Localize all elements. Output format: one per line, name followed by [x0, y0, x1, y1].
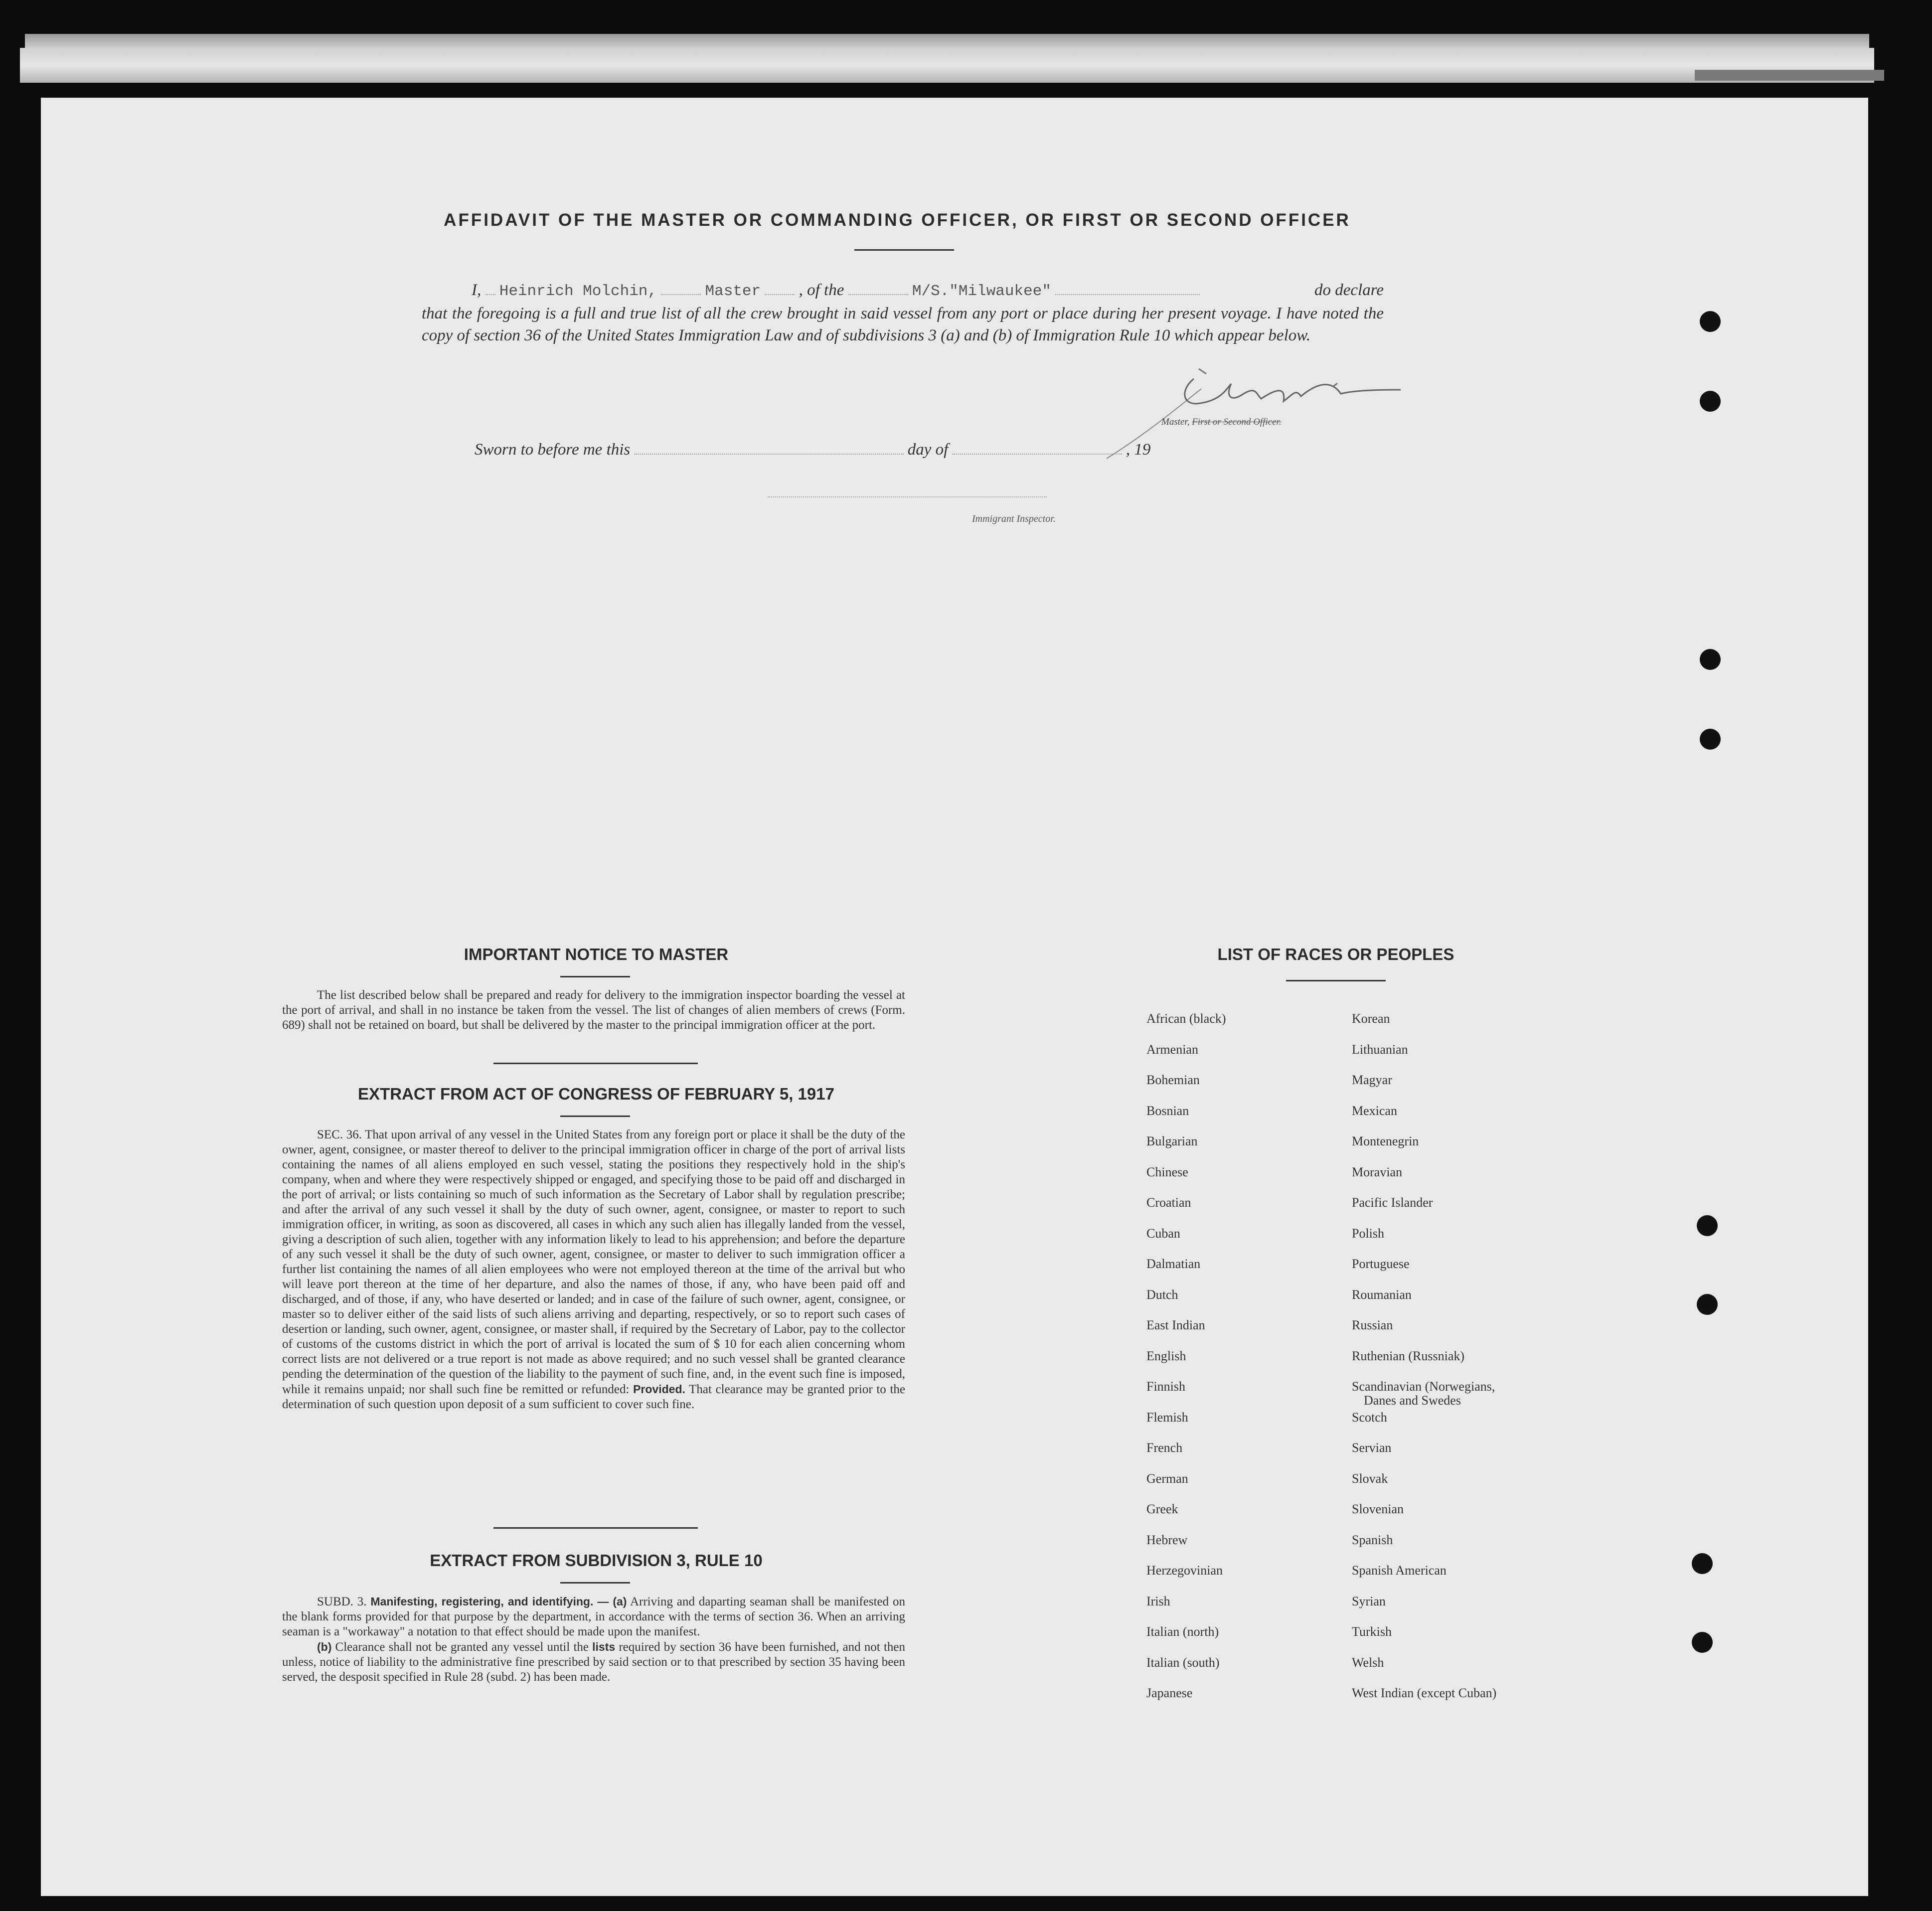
race-item: German — [1146, 1471, 1188, 1486]
act-bold-provided: Provided. — [633, 1383, 685, 1396]
race-item: Japanese — [1146, 1686, 1193, 1700]
punch-hole — [1697, 1215, 1718, 1236]
race-item: Polish — [1352, 1226, 1385, 1241]
race-item: Chinese — [1146, 1164, 1188, 1179]
i-label: I, — [472, 281, 482, 299]
race-item: Herzegovinian — [1146, 1563, 1223, 1578]
race-item: Irish — [1146, 1593, 1170, 1608]
race-item: Cuban — [1146, 1226, 1180, 1241]
rule-para-b — [282, 1639, 905, 1685]
race-item: Syrian — [1352, 1593, 1386, 1608]
rule-a-bold: Manifesting, registering, and identifying. — (a) — [370, 1595, 627, 1608]
act-title: EXTRACT FROM ACT OF CONGRESS OF FEBRUARY 5, 1917 — [358, 1085, 834, 1103]
race-item: Bohemian — [1146, 1073, 1200, 1087]
notice-text — [282, 988, 905, 1033]
rank-field: Master — [705, 283, 761, 300]
month-blank — [953, 443, 1122, 455]
act-text-end: That clearance may be granted prior to the determination of such question upon deposit of a sum sufficient to cover such fine. — [282, 1383, 905, 1411]
divider — [560, 976, 630, 977]
inspector-signature-line — [768, 496, 1047, 497]
race-item: Slovak — [1352, 1471, 1388, 1486]
race-item: Bosnian — [1146, 1103, 1189, 1118]
race-item: Danes and Swedes — [1364, 1393, 1461, 1408]
rule-para-a — [282, 1594, 905, 1639]
punch-hole — [1692, 1632, 1713, 1653]
sworn-line — [475, 441, 1150, 459]
rule-b-bold-lists: lists — [592, 1640, 616, 1653]
race-item: French — [1146, 1440, 1183, 1455]
race-item: Bulgarian — [1146, 1134, 1198, 1148]
race-item: Ruthenian (Russniak) — [1352, 1348, 1465, 1363]
rule-a-lead: SUBD. 3. — [317, 1595, 367, 1608]
race-item: Korean — [1352, 1011, 1390, 1026]
affidavit-title: AFFIDAVIT OF THE MASTER OR COMMANDING OFFICER, OR FIRST OR SECOND OFFICER — [444, 210, 1351, 230]
notice-paragraph: The list described below shall be prepared and ready for delivery to the immigration inspector boarding the vessel at the port of arrival, and shall in no instance be taken from the vessel. The list of changes of alien members of crews (Form. 689) shall not be retained on board, but shall be delivered by the master to the principal immigration officer at the port. — [282, 988, 905, 1032]
blank — [765, 283, 795, 295]
punch-hole — [1700, 729, 1721, 750]
affidavit-first-line — [422, 279, 1384, 303]
races-title: LIST OF RACES OR PEOPLES — [1217, 945, 1454, 963]
race-item: Scandinavian (Norwegians, — [1352, 1379, 1495, 1394]
master-caption: Master, — [1161, 417, 1190, 427]
sworn-label: Sworn to before me this — [475, 441, 631, 459]
race-item: Dutch — [1146, 1287, 1178, 1302]
race-item: West Indian (except Cuban) — [1352, 1686, 1497, 1700]
affidavit-text: that the foregoing is a full and true list of all the crew brought in said vessel from any port or place during her present voyage. I have noted the copy of section 36 of the United States Immigration Law and of subdivisions 3 (a) and (b) of Immigration Rule 10 which appear below. — [422, 305, 1384, 344]
notice-title: IMPORTANT NOTICE TO MASTER — [464, 945, 729, 963]
rule-a-text: Arriving and daparting seaman shall be manifested on the blank forms provided for that purpose by the department, in accordance with the terms of section 36. When an arriving seaman is a "workaway" a notation to that effect should be made upon the manifest. — [282, 1595, 905, 1638]
race-item: Armenian — [1146, 1042, 1198, 1057]
inspector-label: Immigrant Inspector. — [972, 513, 1056, 524]
race-item: Portuguese — [1352, 1257, 1410, 1271]
race-item: Pacific Islander — [1352, 1195, 1433, 1210]
divider — [493, 1063, 698, 1064]
race-item: Spanish — [1352, 1532, 1393, 1547]
race-item: Italian (south) — [1146, 1655, 1220, 1670]
punch-hole — [1700, 311, 1721, 332]
race-item: Roumanian — [1352, 1287, 1412, 1302]
race-item: Turkish — [1352, 1624, 1392, 1639]
punch-hole — [1692, 1553, 1713, 1574]
divider — [1286, 980, 1386, 981]
do-declare-label: do declare — [1314, 281, 1384, 299]
signature-caption — [1161, 417, 1282, 428]
day-of-label: day of — [907, 441, 949, 459]
race-item: Spanish American — [1352, 1563, 1447, 1578]
of-the-label: , of the — [799, 281, 844, 299]
race-item: Moravian — [1352, 1164, 1403, 1179]
divider — [560, 1115, 630, 1117]
race-item: Italian (north) — [1146, 1624, 1219, 1639]
act-text — [282, 1127, 905, 1412]
blank — [848, 283, 908, 295]
divider — [560, 1582, 630, 1584]
race-item: Hebrew — [1146, 1532, 1188, 1547]
sworn-day-blank — [635, 443, 904, 455]
race-item: Russian — [1352, 1318, 1393, 1332]
rule-b-bold: (b) — [317, 1640, 332, 1653]
race-item: Mexican — [1352, 1103, 1397, 1118]
rule-text — [282, 1594, 905, 1685]
race-item: Finnish — [1146, 1379, 1186, 1394]
film-strip-shadow — [1695, 70, 1884, 81]
race-item: African (black) — [1146, 1011, 1226, 1026]
punch-hole — [1700, 649, 1721, 670]
divider — [854, 249, 954, 251]
race-item: East Indian — [1146, 1318, 1205, 1332]
race-item: Montenegrin — [1352, 1134, 1419, 1148]
blank — [485, 283, 495, 295]
race-item: Lithuanian — [1352, 1042, 1408, 1057]
race-item: Flemish — [1146, 1410, 1188, 1425]
race-item: Magyar — [1352, 1073, 1392, 1087]
race-item: Dalmatian — [1146, 1257, 1201, 1271]
rule-title: EXTRACT FROM SUBDIVISION 3, RULE 10 — [430, 1551, 763, 1570]
act-text-main: SEC. 36. That upon arrival of any vessel in the United States from any foreign port or place it shall be the duty of the owner, agent, consignee, or master thereof to deliver to the principal immigration officer in charge of the port of arrival lists containing the names of all aliens employed en such vessel, stating the positions they respectively hold in the ship's company, when and where they were respectively shipped or engaged, and specifying those to be paid off and discharged in the port of arrival; or lists containing so much of such information as the Secretary of Labor shall by regulation prescribe; and after the arrival of any such vessel it shall by the duty of such owner, agent, consignee, or master to report to such immigration officer, in writing, as soon as discovered, all cases in which any such alien has illegally landed from the vessel, giving a description of such alien, together with any information likely to lead to his apprehension; and before the departure of any such vessel it shall be the duty of such owner, agent, consignee, or master to deliver to such immigration officer a further list containing the names of all alien employees who were not employed thereon at the time of the arrival but who will leave port thereon at the time of her departure, and also the names of those, if any, who have been paid off and discharged, and of those, if any, who have deserted or landed; and in case of the failure of such owner, agent, consignee, or master so to deliver either of the said lists of such aliens arriving and departing, respectively, or so to report such cases of desertion or landing, such owner, agent, consignee, or master shall, if required by the Secretary of Labor, pay to the collector of customs of the customs district in which the port of arrival is located the sum of $ 10 for each alien concerning whom correct lists are not delivered or a true report is not made as above required; and no such vessel shall be granted clearance pending the determination of the question of the liability to the payment of such fine, and, in the event such fine is imposed, while it remains unpaid; nor shall such fine be remitted or refunded: — [282, 1128, 905, 1396]
race-item: Servian — [1352, 1440, 1392, 1455]
blank — [661, 283, 701, 295]
race-item: Greek — [1146, 1502, 1178, 1516]
film-strip-edge-lower — [20, 48, 1874, 83]
divider — [493, 1527, 698, 1529]
year-label: , 19 — [1126, 441, 1151, 459]
race-item: Welsh — [1352, 1655, 1384, 1670]
blank — [1055, 283, 1200, 295]
race-item: Croatian — [1146, 1195, 1191, 1210]
race-item: Scotch — [1352, 1410, 1387, 1425]
master-name-field: Heinrich Molchin, — [499, 283, 657, 300]
punch-hole — [1697, 1294, 1718, 1315]
act-paragraph — [282, 1127, 905, 1412]
affidavit-body — [422, 279, 1384, 346]
rule-b-text1: Clearance shall not be granted any vessel until the — [335, 1640, 589, 1654]
race-item: English — [1146, 1348, 1186, 1363]
vessel-field: M/S."Milwaukee" — [912, 283, 1051, 300]
struck-officer-caption: First or Second Officer. — [1192, 417, 1282, 427]
rule-b-text2: required by section 36 have been furnished, and not then unless, notice of liability to the administrative fine prescribed by said section or to that prescribed by section 35 having been served, the desposit specified in Rule 28 (subd. 2) has been made. — [282, 1640, 905, 1684]
master-signature — [1107, 359, 1416, 464]
race-item: Slovenian — [1352, 1502, 1404, 1516]
punch-hole — [1700, 391, 1721, 412]
